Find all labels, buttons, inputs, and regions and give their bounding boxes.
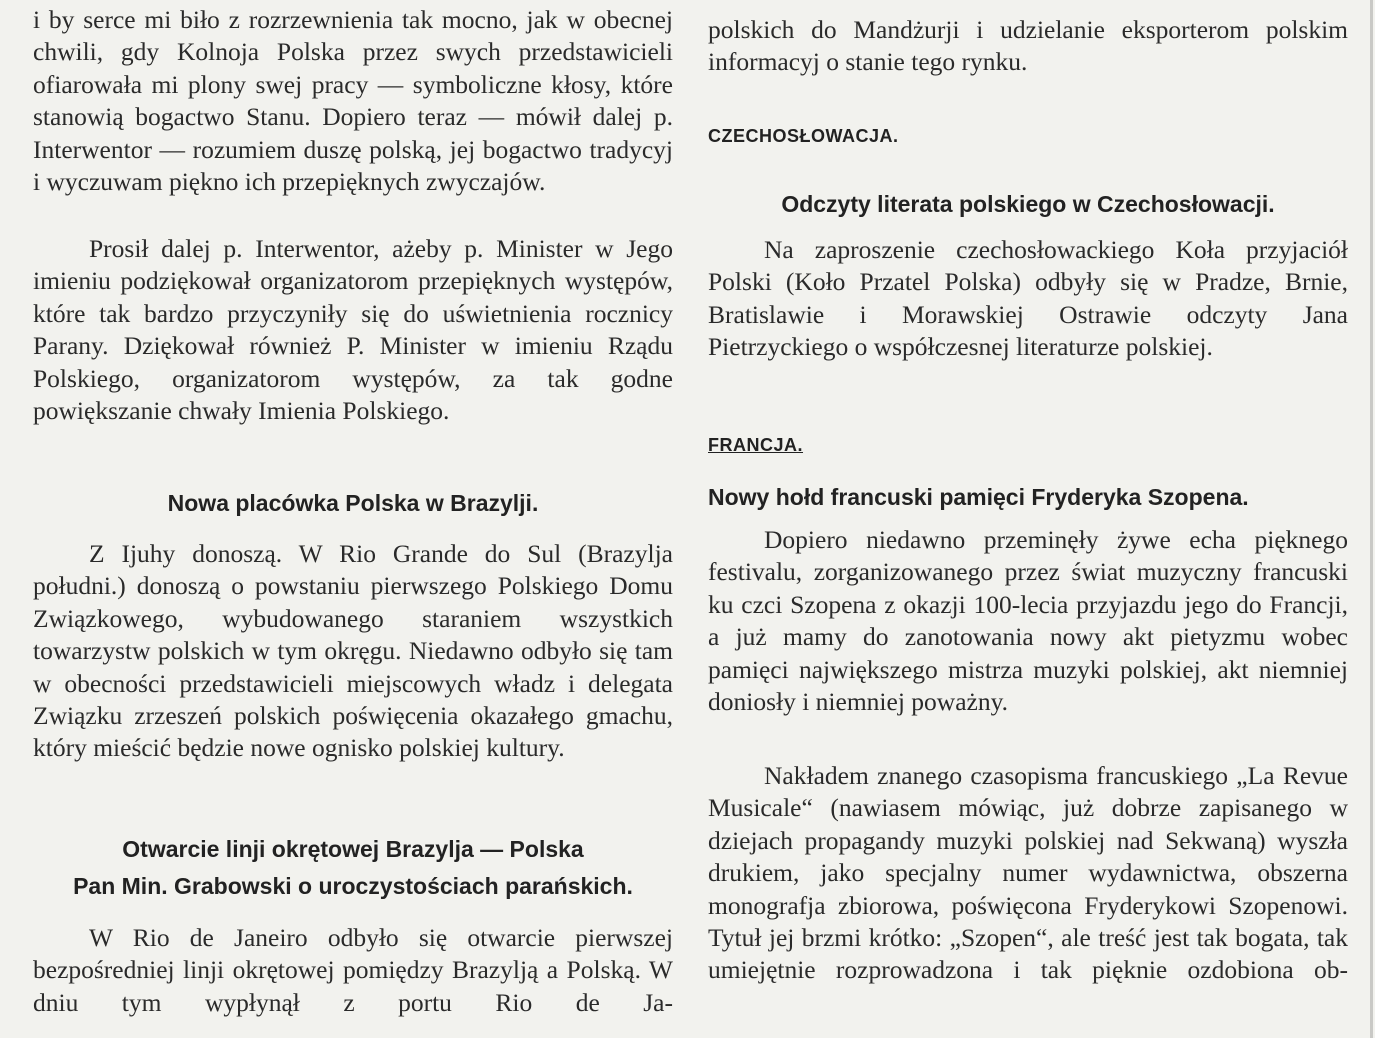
section-czechoslowacja: CZECHOSŁOWACJA. <box>708 126 899 146</box>
paragraph-ijuhy: Z Ijuhy donoszą. W Rio Grande do Sul (Brazylja południ.) donoszą o powstaniu pierwszego Polskiego Domu Związkowego, wybudowanego staraniem wszystkich towarzystw polskich w tym okręgu. Niedawno odbyło się tam w obecności przedstawicieli miejscowych władz i delegata Związku zrzeszeń polskich poświęcenia okazałego gmachu, który mieścić będzie nowe ognisko polskiej kultury. <box>33 539 673 763</box>
heading-otwarcie-linji: Otwarcie linji okrętowej Brazylja — Polska <box>122 836 584 862</box>
heading-hold-szopena: Nowy hołd francuski pamięci Fryderyka Szopena. <box>708 484 1249 510</box>
paragraph-kolonia-speech: i by serce mi biło z rozrzewnienia tak mocno, jak w obecnej chwili, gdy Kolnoja Polska przez swych przedstawicieli ofiarowała mi plony swej pracy — symboliczne kłosy, które stanowią bogactwo Stanu. Dopiero teraz — mówił dalej p. Interwentor — rozumiem duszę polską, jej bogactwo tradycyj i wyczuwam piękno ich przepięknych zwyczajów. <box>33 5 673 197</box>
section-francja-label: FRANCJA. <box>708 435 804 455</box>
paragraph-interwentor-thanks: Prosił dalej p. Interwentor, ażeby p. Minister w Jego imieniu podziękował organizatorom przepięknych występów, które tak bardzo przyczyniły się do uświetnienia rocznicy Parany. Dziękował również P. Minister w imieniu Rządu Polskiego, organizatorom występów, za tak godne powiększanie chwały Imienia Polskiego. <box>33 234 673 426</box>
paragraph-odczyty: Na zaproszenie czechosłowackiego Koła przyjaciół Polski (Koło Przatel Polska) odbyły się w Pradze, Brnie, Bratislawie i Morawskiej Ostrawie odczyty Jana Pietrzyckiego o współczesnej literaturze polskiej. <box>708 235 1348 362</box>
heading-odczyty: Odczyty literata polskiego w Czechosłowacji. <box>781 191 1275 217</box>
paragraph-festival: Dopiero niedawno przeminęły żywe echa pięknego festivalu, zorganizowanego przez świat muzyczny francuski ku czci Szopena z okazji 100-lecia przyjazdu jego do Francji, a już mamy do zanotowania nowy akt pietyzmu wobec pamięci największego mistrza muzyki polskiej, akt niemniej doniosły i niemniej poważny. <box>708 525 1348 717</box>
section-francja <box>708 433 1348 457</box>
paragraph-revue-musicale: Nakładem znanego czasopisma francuskiego „La Revue Musicale“ (nawiasem mówiąc, już dobrze zapisanego w dziejach propagandy muzyki polskiej nad Sekwaną) wyszła drukiem, jako specjalny numer wydawnictwa, obszerna monografja zbiorowa, poświęcona Fryderykowi Szopenowi. Tytuł jej brzmi krótko: „Szopen“, ale treść jest tak bogata, tak umiejętnie rozprowadzona i tak pięknie ozdobiona ob- <box>708 761 1348 985</box>
page-edge <box>1370 0 1373 1038</box>
paragraph-rio-de-janeiro: W Rio de Janeiro odbyło się otwarcie pierwszej bezpośredniej linji okrętowej pomiędzy Brazylją a Polską. W dniu tym wypłynął z portu Rio de Ja- <box>33 923 673 1017</box>
paragraph-mandzurja: polskich do Mandżurji i udzielanie eksporterom polskim informacyj o stanie tego rynku. <box>708 15 1348 77</box>
heading-nowa-placowka: Nowa placówka Polska w Brazylji. <box>167 490 539 516</box>
heading-grabowski: Pan Min. Grabowski o uroczystościach parańskich. <box>73 873 633 899</box>
